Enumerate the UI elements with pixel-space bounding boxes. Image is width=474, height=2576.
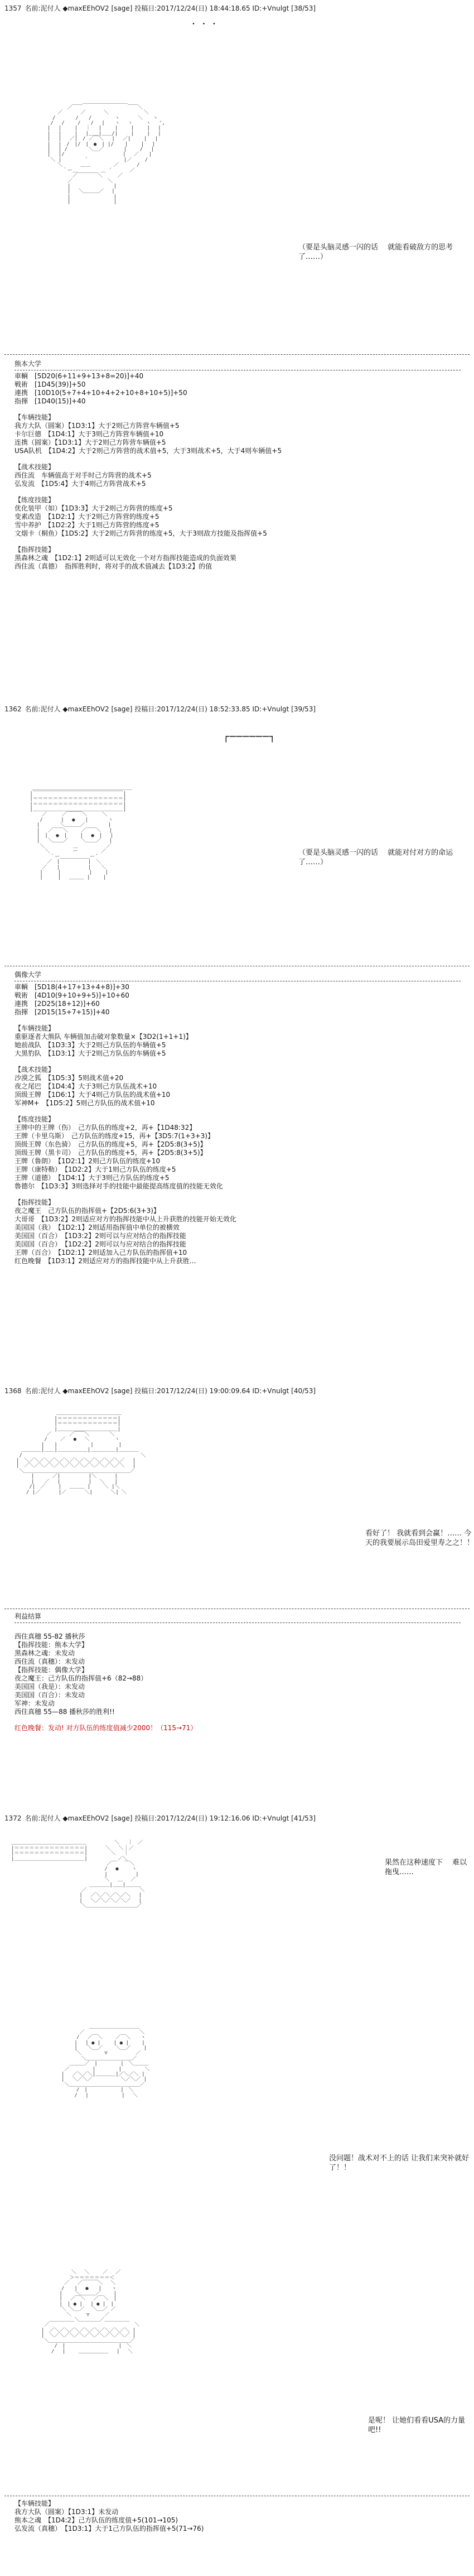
block-skills-summary [14,2500,461,2533]
skill-line: 西住流 车辆值高于对手时己方阵营的战术+5 [14,471,152,479]
section-heading: 【战术技能】 [14,463,55,471]
skill-line: 夜之尾巴 【1D4:4】大于3则己方队伍战术+10 [14,1082,157,1090]
skill-line: 大哥哥 【1D3:2】2则适应对方的指挥技能中从上升获胜的技能开始无效化 [14,1215,236,1223]
post-1357 [4,3,470,13]
skill-line: 变素改造 【1D2:1】大于2则己方阵营的练度+5 [14,513,159,521]
skill-line: 王牌（百合） 【1D2:1】2则适加入己方队伍的指挥值+10 [14,1249,187,1256]
skill-line: 魯德尔 【1D3:3】3则选择对手的技能中最能提高练度值的技能无效化 [14,1182,223,1190]
post-header [4,3,470,13]
section-heading: 【指挥技能】 [14,546,55,553]
ascii-art-3: ＿＿＿＿＿＿＿＿＿＿＿＿＿ |＝＝＝＝＝＝＝＝＝＝＝＝| |＝＝＝＝＝＝＝＝＝＝＝＝| |＿＿＿＿＿＿＿＿＿＿＿＿| ／ ／￣￣＼ ＼ / ／ ● ＼ ヽ | | | | ＿＿＿＿|＿＿|＿＿＿＿＿＿|＿＿＿＿＿|＿＿＿＿ / ＼ | ＼／＼／＼／＼／＼／＼／＼／＼／＼／＼／ | | ／＼／＼／＼／＼／＼／＼／＼／＼／＼／＼ | ＼＿＿＿＿＿＿＿＿＿＿＿＿＿＿＿＿＿＿＿＿＿／ | ／| |＼ | | ／ | | ＼ | /| ／ | ＿＿＿ | ＼ |＼ / |／ |／ ＼| ＼| ＼ [16,1410,146,1495]
result-line: 夜之魔王：己方队伍的指挥值+6（82→88） [14,1674,148,1682]
summary-line: 我方大队（圆案）【1D3:1】未发动 [14,2508,119,2516]
block-title: 偶像大学 [14,971,42,979]
ascii-art-1: ＿＿＿＿＿＿＿＿＿ ／￣￣ ￣￣＼ ／ ／ ＼ ＼ / / / ヽ ＼ ヽ / / / / | ヽ ヽ ヽ ', | | | ｜ | | | | | | | | |＿＿|＿＿/| | | | | | ／| / ／￣＼ | ／| | | | | / |/ | ● | |/ | | | | | / ＼＿／ | / | | |/ | ／ | ＼ | ´ |／ / ＼ ＿＿ ／ / ｀ー＿ ＿ ´ ／ ／￣￣￣￣＼ ／ ／ ＼ | | | ＼＿＿＿／ | | | | | [47,99,165,205]
ascii-art-5: ＿＿＿＿＿＿＿＿＿＿ ／ ＼ / ／￣＼ ／￣＼ ヽ | | ● | | ● | | | ＼＿／ ＼＿／ | ＼ ▽ ／ ＼＿＿＿＿＿＿＿＿＿／ ＿＿＿／ | | ＼＿＿＿ ／ | | ＼ | ／＼／＼|＿＿＿＿|／＼／＼ | | ＼／＼／ ＼／＼／ | ＼＿＿＿＿＿＿＿＿＿＿＿＿＿＿／ / | | ＼ / | | ＼ [61,2024,150,2098]
post-number: 1372 [4,1814,22,1822]
skill-line: 王牌（康特勒） 【1D2:2】大于1则己方队伍的练度+5 [14,1166,176,1173]
post-1372 [4,1813,470,1823]
post-header [4,704,470,714]
skill-line: 顶级王牌（黑卡司） 己方队伍的练度+5，再+【2D5:8(3+5)】 [14,1149,207,1157]
ascii-art-6: ＼ ＼ ／ ／ ＞＝＝＝＝＝＝＝＜ ／ ／￣￣￣＼ ＼ / | ● | ヽ | ＼＿＿＿／ | | ／￣＼ ／￣＼ | | | ● | | ● | | ＼ ＼＿／ ＼＿／ ／ ＼ ▽ ／ ＿＿＿＿＿＼＿＿＿＿／＿＿＿＿＿ ／ ＼ | ／＼／＼／＼／＼／＼／＼／＼／＼ | | ＼／＼／＼／＼／＼／＼／＼／＼／ | ＼＿＿＿＿＿＿＿＿＿＿＿＿＿＿＿＿／ / | | ＼ / | ＿＿＿＿＿＿ | ＼ [41,2270,140,2354]
post-meta: 名前:泥付人 ◆maxEEhOV2 [sage] 投稿日:2017/12/24(日) 18:44:18.65 ID:+Vnulgt [38/53] [25,4,316,12]
skill-line: 文烟卡（桐鱼）【1D5:2】大于2则己方阵营的练度+5，大于3则敌方技能及指挥值+5 [14,529,267,537]
skill-line: 王牌（鲁朗） 【1D2:1】2则己方队伍的练度+10 [14,1157,161,1165]
bracket-mark: ┌──────┐ [223,731,276,743]
divider [4,354,470,355]
speech-bubble-3: 看好了！ 我就看到会赢！…… 今天的我要展示岛田爱里寿之之！！ [365,1529,474,1547]
skill-line: 美国国（百合） 【1D2:2】2则可以与应对结合的指挥技能 [14,1240,186,1248]
result-line: 美国国（百合）：未发动 [14,1691,85,1699]
skill-line: 黑森林之魂 【1D2:1】2则适可以无效化一个对方指挥技能造成的负面效果 [14,554,236,562]
stat-line: 戦術 [1D45(39)]+50 [14,381,86,388]
skill-line: USA队机 【1D4:2】大于2则己方阵营的战术值+5，大于3则战术+5，大于4则车辆值+5 [14,447,282,455]
block-title: 熊本大学 [14,360,42,368]
summary-heading: 【车辆技能】 [14,2500,55,2507]
summary-line: 弘发流（真穗） 【1D3:1】大于1己方队伍的指挥值+5(71→76) [14,2525,204,2532]
result-line: 西住真穗 55-82 播秋莎 [14,1633,85,1640]
skill-line: 雪中养护 【1D2:2】大于1则己方阵营的练度+5 [14,521,159,529]
stat-line: 連携 [2D25(18+12)]+60 [14,1000,100,1008]
result-line: 西住流（真穗）：未发动 [14,1658,85,1665]
skill-line: 红色晚餐 【1D3:1】2则适应对方的指挥技能中从上升获胜... [14,1257,196,1265]
post-number: 1368 [4,1387,22,1395]
skill-line: 连携（圆案）【1D3:1】大于2则己方阵营车辆值+5 [14,439,166,446]
skill-line: 优化装甲（如）【1D3:3】大于2则己方阵营的练度+5 [14,504,173,512]
ascii-art-2: ＿＿＿＿＿＿＿＿＿＿＿＿＿＿＿＿＿＿＿＿ |￣￣￣￣￣￣￣￣￣￣￣￣￣￣￣￣￣￣| |＝＝＝＝＝＝＝＝＝＝＝＝＝＝＝＝＝＝| |＝＝＝＝＝＝＝＝＝＝＝＝＝＝＝＝＝＝| |＿＿＿＿＿＿＿＿＿＿＿＿＿＿＿＿＿＿| ／ ／￣￣￣＼ ＼ / | ● | ヽ | ＼＿＿＿／ | | ／￣￣＼ ／￣￣＼ | | | ● | | ● | | | ＼＿＿／ ＼＿＿／ | ＼ ＿ ／ ＼ ー ／ ｀ー＿＿＿＿＿＿ー´ ／ | | ＼ ／ | | ＼ | | | | | | ＿＿＿ | | [30,786,133,881]
stat-line: 指揮 [1D40(15)]+40 [14,397,86,405]
skill-line: 顶级王牌 【1D6:1】大于4则己方队伍的战术值+10 [14,1091,171,1099]
skill-line: 我方大队（圆案）【1D3:1】大于2则己方阵营车辆值+5 [14,422,180,430]
stat-line: 車輌 [5D18(4+17+13+4+8)]+30 [14,983,129,991]
skill-line: 美国国（我） 【1D2:1】2则适用指挥值中单位的被横效 [14,1224,180,1231]
skill-line: 大黑豹队 【1D3:1】大于2则己方队伍的车辆值+5 [14,1049,166,1057]
skill-line: 重驱逐者大熊队 车辆值加击破对象数量×【3D2(1+1+1)】 [14,1033,192,1041]
skill-line: 美国国（百合） 【1D3:2】2则可以与应对结合的指挥技能 [14,1232,186,1240]
post-number: 1362 [4,705,22,713]
post-meta: 名前:泥付人 ◆maxEEhOV2 [sage] 投稿日:2017/12/24(日) 18:52:33.85 ID:+Vnulgt [39/53] [25,705,316,713]
red-dinner-line: 红色晚餐：发动! 对方队伍的练度值减少2000！（115→71） [14,1724,197,1732]
stat-line: 指揮 [2D15(15+7+15)]+40 [14,1008,110,1016]
skill-line: 王牌中的王牌（伤） 己方队伍的练度+2，再+【1D48:32】 [14,1124,196,1131]
summary-line: 熊本之魂 【1D4:2】己方队伍的练度值+5(101→105) [14,2516,178,2524]
result-line: 黑森林之魂：未发动 [14,1649,75,1657]
stat-line: 連携 [10D10(5+7+4+10+4+2+10+8+10+5)]+50 [14,389,187,397]
speech-bubble-6: 是呢！ 让她们看看USA的力量吧!! [368,2416,466,2434]
section-heading: 【练度技能】 [14,1115,55,1123]
skill-line: 卡尔巨德 【1D4:1】大于3则己方阵营车辆值+10 [14,430,164,438]
result-line: 【指挥技能：偶像大学】 [14,1666,89,1674]
post-number: 1357 [4,4,22,12]
ascii-art-4: ＿＿＿＿＿＿＿＿＿＿＿＿＿＿＿ ＼ ｜ ／ |＝＝＝＝＝＝＝＝＝＝＝＝＝＝| ＼ ＼｜／ |＝＝＝＝＝＝＝＝＝＝＝＝＝＝| ＼ ｜ |＿＿＿＿＿＿＿＿＿＿＿＿＿＿| ／＼ ／￣ ￣＼ / ● ヽ | | ＼ ＿ ／ ＿＿＿＿|＿＿|＿＿＿ ／ ＼ | ／＼／＼／＼／＼ | | ＼／＼／＼／＼／ | ＼＿＿＿＿＿＿＿＿＿＿／ [11,1840,145,1909]
result-line: 军神：未发动 [14,1699,55,1707]
skill-line: 王牌（道德） 【1D4:1】大于3则己方队伍的练度+5 [14,1174,170,1182]
block-kumamoto [14,360,461,571]
result-line: 美国国（我是）：未发动 [14,1683,85,1691]
section-heading: 【指挥技能】 [14,1198,55,1206]
speech-bubble-1: （要是头脑灵感一闪的话 就能看破敌方的思考了……） [298,243,453,261]
skill-line: 弘发流 【1D5:4】大于4则己方阵营战术+5 [14,480,146,488]
speech-bubble-5: 没问题！战术对不上的话 让我们来突补就好了！！ [329,2154,470,2172]
skill-line: 王牌（卡里乌斯） 己方队伍的练度+15，再+【3D5:7(1+3+3)】 [14,1132,214,1140]
stat-line: 戦術 [4D10(9+10+9+5)]+10+60 [14,991,129,999]
section-heading: 【车辆技能】 [14,1024,55,1032]
block-title: 利益结算 [14,1612,42,1620]
divider [14,1622,461,1623]
ellipsis-dots: ・ ・ ・ [190,20,218,29]
speech-bubble-2: （要是头脑灵感一闪的话 就能对付对方的命运了……） [298,849,453,866]
post-1362 [4,704,470,714]
post-header [4,1386,470,1395]
section-heading: 【车辆技能】 [14,413,55,421]
speech-bubble-4: 果然在这种速度下 难以拖曳…… [385,1858,467,1876]
skill-line: 顶级王牌（东色骑） 己方队伍的练度+5，再+【2D5:8(3+5)】 [14,1140,207,1148]
block-idol [14,971,461,1265]
stat-line: 車輌 [5D20(6+11+9+13+8=20)]+40 [14,372,144,380]
post-1368 [4,1386,470,1395]
result-line: 【指挥技能：熊本大学】 [14,1641,89,1649]
skill-line: 她前战队 【1D3:3】大于2则己方队伍的车辆值+5 [14,1041,166,1049]
post-meta: 名前:泥付人 ◆maxEEhOV2 [sage] 投稿日:2017/12/24(日) 19:00:09.64 ID:+Vnulgt [40/53] [25,1387,316,1395]
block-result [14,1612,461,1732]
post-meta: 名前:泥付人 ◆maxEEhOV2 [sage] 投稿日:2017/12/24(日) 19:12:16.06 ID:+Vnulgt [41/53] [25,1814,316,1822]
skill-line: 沙漠之狐 【1D5:3】5则战术值+20 [14,1074,124,1082]
skill-line: 夜之魔王 己方队伍的指挥值+【2D5:6(3+3)】 [14,1207,160,1215]
post-header [4,1813,470,1823]
section-heading: 【战术技能】 [14,1066,55,1073]
result-line: 西住真穗 55—88 播秋莎的胜利!! [14,1708,115,1716]
skill-line: 西住流（真德） 指挥胜利时，将对手的战术值减去【1D3:2】的值 [14,562,212,570]
skill-line: 军神M+ 【1D5:2】5则己方队伍的战术值+10 [14,1099,155,1107]
section-heading: 【练度技能】 [14,496,55,504]
